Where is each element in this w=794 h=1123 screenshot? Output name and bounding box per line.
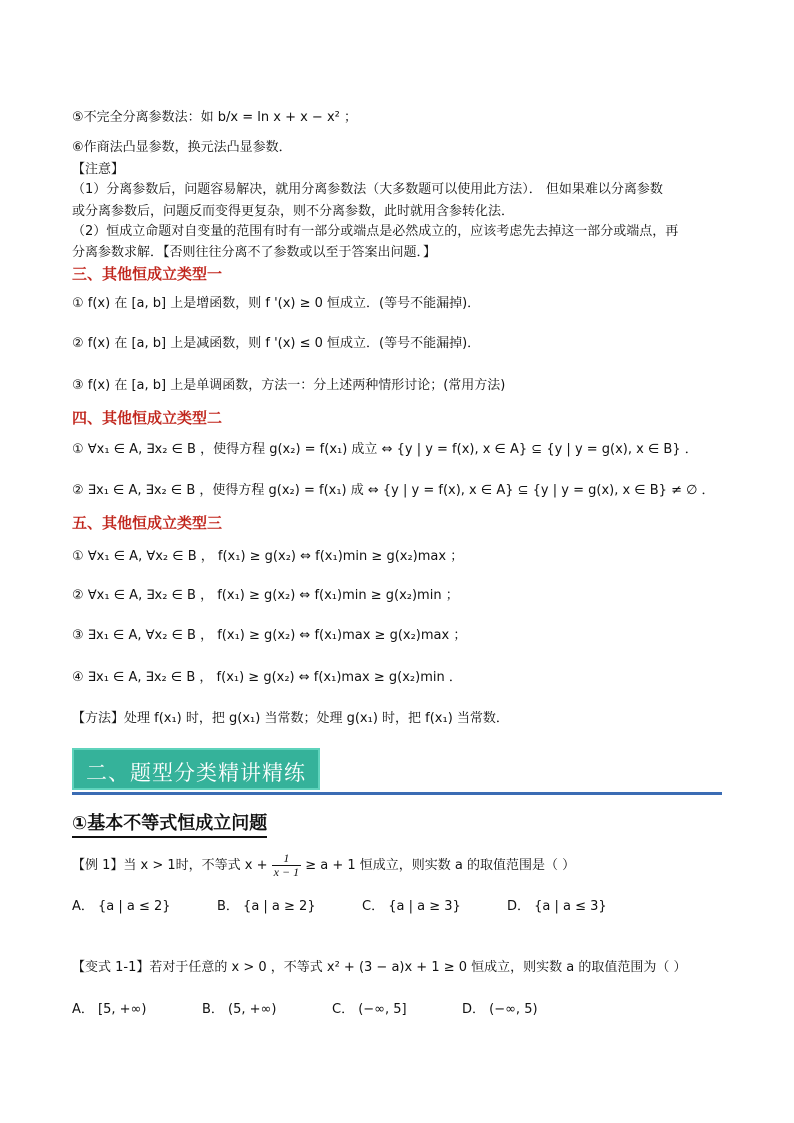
variant-option-c[interactable]: C． (−∞, 5] <box>332 1002 407 1017</box>
note-2a: （2）恒成立命题对自变量的范围有时有一部分或端点是必然成立的，应该考虑先去掉这一部分或端点，再 <box>72 224 679 239</box>
section-3-item-2: ② f(x) 在 [a, b] 上是减函数，则 f '(x) ≤ 0 恒成立．(等号不能漏掉)． <box>72 336 481 351</box>
section-5-item-3: ③ ∃x₁ ∈ A, ∀x₂ ∈ B ， f(x₁) ≥ g(x₂) ⇔ f(x₁)max ≥ g(x₂)max ； <box>72 628 467 643</box>
example-1-option-c[interactable]: C． {a | a ≥ 3} <box>362 899 461 914</box>
section-4-item-1: ① ∀x₁ ∈ A, ∃x₂ ∈ B ，使得方程 g(x₂) = f(x₁) 成立 ⇔ {y | y = f(x), x ∈ A} ⊆ {y | y = g(x), x ∈ B} ． <box>72 442 698 457</box>
item-5: ⑤不完全分离参数法：如 b/x = ln x + x − x² ； <box>72 110 357 125</box>
banner-rule <box>72 792 722 795</box>
section-4-item-2: ② ∃x₁ ∈ A, ∃x₂ ∈ B ，使得方程 g(x₂) = f(x₁) 成 ⇔ {y | y = f(x), x ∈ A} ⊆ {y | y = g(x), x ∈ B} ≠ ∅ ． <box>72 483 715 498</box>
variant-option-b[interactable]: B． (5, +∞) <box>202 1002 277 1017</box>
section-4-title: 四、其他恒成立类型二 <box>72 409 223 427</box>
variant-option-a[interactable]: A． [5, +∞) <box>72 1002 147 1017</box>
variant-option-d[interactable]: D． (−∞, 5) <box>462 1002 538 1017</box>
example-1-stem-a: 【例 1】当 x > 1时，不等式 x + <box>72 858 268 873</box>
section-5-item-4: ④ ∃x₁ ∈ A, ∃x₂ ∈ B ， f(x₁) ≥ g(x₂) ⇔ f(x₁)max ≥ g(x₂)min ． <box>72 670 462 685</box>
example-1-stem-b: ≥ a + 1 恒成立，则实数 a 的取值范围是（ ） <box>305 858 576 873</box>
chapter-banner-title: 二、题型分类精讲精练 <box>86 761 306 785</box>
section-5-title: 五、其他恒成立类型三 <box>72 514 223 532</box>
note-2b: 分离参数求解．【否则往往分离不了参数或以至于答案出问题．】 <box>72 245 437 260</box>
section-3-item-3: ③ f(x) 在 [a, b] 上是单调函数，方法一：分上述两种情形讨论；(常用方法) <box>72 378 506 393</box>
variant-1-1-stem: 【变式 1-1】若对于任意的 x > 0 ，不等式 x² + (3 − a)x + 1 ≥ 0 恒成立，则实数 a 的取值范围为（ ） <box>72 960 687 975</box>
section-5-item-2: ② ∀x₁ ∈ A, ∃x₂ ∈ B ， f(x₁) ≥ g(x₂) ⇔ f(x₁)min ≥ g(x₂)min ； <box>72 588 459 603</box>
fraction-denominator: x − 1 <box>273 865 300 879</box>
item-6: ⑥作商法凸显参数，换元法凸显参数． <box>72 140 292 155</box>
section-3-item-1: ① f(x) 在 [a, b] 上是增函数，则 f '(x) ≥ 0 恒成立．(等号不能漏掉)． <box>72 296 481 311</box>
example-1-option-b[interactable]: B． {a | a ≥ 2} <box>217 899 316 914</box>
chapter-banner <box>72 748 320 790</box>
note-heading: 【注意】 <box>72 162 125 177</box>
section-1-title: ①基本不等式恒成立问题 <box>72 812 267 838</box>
note-1a: （1）分离参数后，问题容易解决，就用分离参数法（大多数题可以使用此方法）． 但如果难以分离参数 <box>72 182 663 197</box>
example-1-stem <box>72 852 575 880</box>
example-1-option-a[interactable]: A． {a | a ≤ 2} <box>72 899 171 914</box>
note-1b: 或分离参数后，问题反而变得更复杂，则不分离参数，此时就用含参转化法． <box>72 204 515 219</box>
section-5-item-1: ① ∀x₁ ∈ A, ∀x₂ ∈ B ， f(x₁) ≥ g(x₂) ⇔ f(x₁)min ≥ g(x₂)max ； <box>72 549 464 564</box>
section-3-title: 三、其他恒成立类型一 <box>72 265 223 283</box>
fraction <box>272 852 301 879</box>
example-1-option-d[interactable]: D． {a | a ≤ 3} <box>507 899 607 914</box>
fraction-numerator: 1 <box>283 851 290 865</box>
method-note: 【方法】处理 f(x₁) 时，把 g(x₁) 当常数；处理 g(x₁) 时，把 f(x₁) 当常数． <box>72 711 509 726</box>
